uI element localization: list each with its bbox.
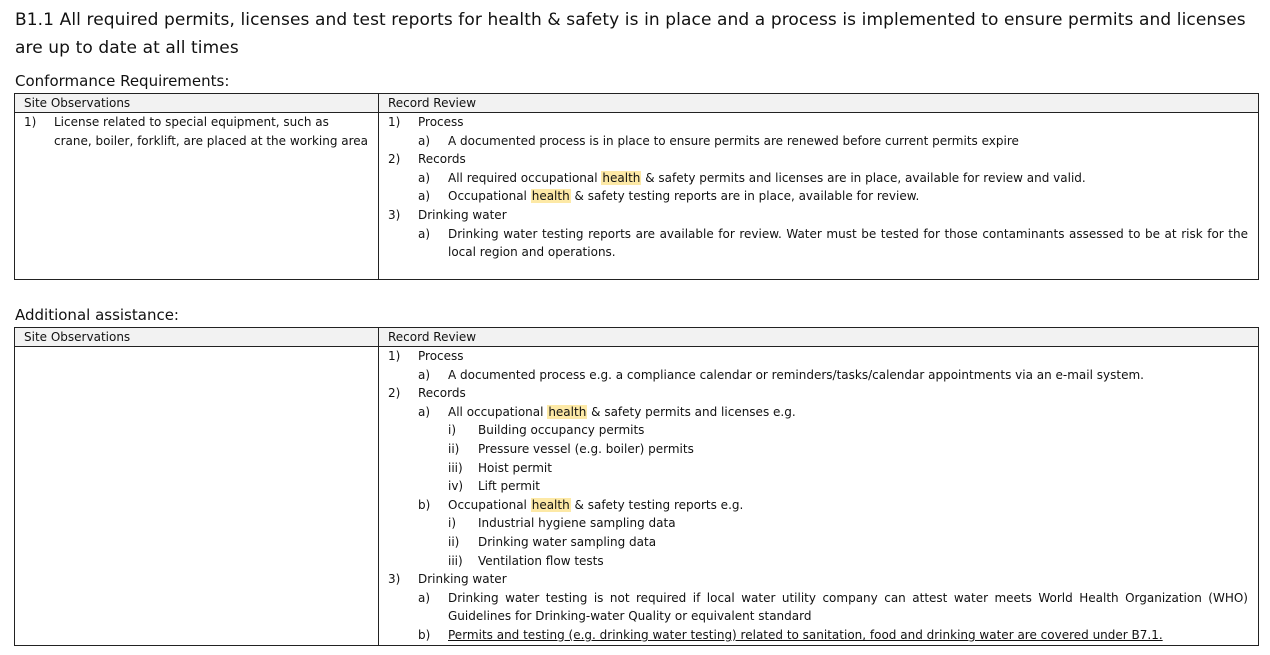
list-item — [388, 113, 1249, 132]
item-text: Hoist permit — [478, 460, 552, 475]
item-number: iii) — [448, 460, 463, 475]
item-text: Process — [418, 115, 464, 129]
item-number: iv) — [448, 479, 464, 494]
item-text: Records — [418, 152, 466, 167]
list-item — [388, 496, 1249, 515]
item-number: 1) — [388, 349, 401, 363]
list-item — [388, 589, 1249, 626]
item-text: Drinking water sampling data — [478, 534, 657, 549]
item-text: License related to special equipment, such as crane, boiler, forklift, are placed at the working area — [54, 115, 369, 148]
list-item — [388, 366, 1249, 385]
assistance-table — [14, 327, 1259, 646]
item-number: a) — [418, 133, 431, 148]
item-number: ii) — [448, 534, 460, 549]
list-item — [388, 132, 1249, 151]
item-number: iii) — [448, 553, 463, 568]
highlight: health — [531, 189, 570, 204]
list-item — [388, 552, 1249, 571]
assistance-title: Additional assistance: — [15, 306, 179, 324]
item-text: Drinking water testing reports are available for review. Water must be tested for those contaminants assessed to be at risk for the local region and operations. — [448, 226, 1248, 260]
item-number: b) — [418, 497, 431, 512]
item-text: Occupational — [448, 497, 527, 512]
item-text: & safety permits and licenses are in place, available for review and valid. — [645, 170, 1086, 185]
list-item — [388, 421, 1249, 440]
list-item — [388, 533, 1249, 552]
item-text: Process — [418, 349, 464, 363]
item-number: ii) — [448, 441, 460, 456]
record-review-cell — [379, 113, 1259, 280]
item-text: Drinking water testing is not required if local water utility company can attest water meets World Health Organization (WHO) Guidelines for Drinking-water Quality or equivalent standard — [448, 590, 1248, 624]
item-number: a) — [418, 189, 431, 204]
conformance-title: Conformance Requirements: — [15, 72, 230, 90]
item-text: Occupational — [448, 189, 527, 204]
list-item — [388, 187, 1249, 206]
item-number: 1) — [388, 115, 401, 129]
list-item — [388, 514, 1249, 533]
list-item — [24, 113, 369, 150]
item-text: & safety permits and licenses e.g. — [591, 404, 796, 419]
item-number: 2) — [388, 386, 401, 401]
item-text: Lift permit — [478, 479, 541, 494]
item-number: i) — [448, 423, 457, 438]
col-record-review: Record Review — [379, 94, 1259, 113]
item-text: Ventilation flow tests — [478, 553, 604, 568]
list-item — [388, 225, 1249, 262]
section-heading: B1.1 All required permits, licenses and test reports for health & safety is in place and a process is implemented to ensure permits and licenses are up to date at all times — [15, 10, 1246, 58]
list-item — [388, 150, 1249, 169]
item-text: A documented process is in place to ensure permits are renewed before current permits expire — [448, 133, 1019, 148]
item-number: 1) — [24, 115, 37, 129]
list-item — [388, 206, 1249, 225]
item-number: a) — [418, 226, 431, 241]
highlight: health — [531, 497, 570, 512]
list-item — [388, 626, 1249, 645]
item-number: 2) — [388, 152, 401, 167]
list-item — [388, 477, 1249, 496]
item-text: Building occupancy permits — [478, 423, 645, 438]
col-site-observations: Site Observations — [15, 94, 379, 113]
list-item — [388, 169, 1249, 188]
item-text: A documented process e.g. a compliance calendar or reminders/tasks/calendar appointments via an e-mail system. — [448, 367, 1144, 382]
list-item — [388, 347, 1249, 366]
record-review-cell — [379, 347, 1259, 646]
item-number: a) — [418, 590, 431, 605]
col-site-observations: Site Observations — [15, 328, 379, 347]
list-item — [388, 570, 1249, 589]
item-number: i) — [448, 516, 457, 531]
item-number: a) — [418, 404, 431, 419]
conformance-table — [14, 93, 1259, 280]
site-observations-cell — [15, 347, 379, 646]
list-item — [388, 440, 1249, 459]
item-text: Pressure vessel (e.g. boiler) permits — [478, 441, 694, 456]
item-text: All required occupational — [448, 170, 598, 185]
item-text: All occupational — [448, 404, 544, 419]
item-text: & safety testing reports e.g. — [574, 497, 744, 512]
item-text: Drinking water — [418, 207, 507, 222]
item-text: Drinking water — [418, 572, 507, 587]
item-number: a) — [418, 170, 431, 185]
list-item — [388, 384, 1249, 403]
col-record-review: Record Review — [379, 328, 1259, 347]
item-text: Records — [418, 386, 466, 401]
highlight: health — [548, 404, 587, 419]
item-number: 3) — [388, 207, 401, 222]
highlight: health — [602, 170, 641, 185]
site-observations-cell — [15, 113, 379, 280]
item-text: Permits and testing (e.g. drinking water testing) related to sanitation, food and drinking water are covered under B7.1. — [448, 627, 1163, 642]
item-number: b) — [418, 627, 431, 642]
list-item — [388, 403, 1249, 422]
item-text: & safety testing reports are in place, available for review. — [574, 189, 920, 204]
item-number: 3) — [388, 572, 401, 587]
item-text: Industrial hygiene sampling data — [478, 516, 676, 531]
item-number: a) — [418, 367, 431, 382]
list-item — [388, 459, 1249, 478]
